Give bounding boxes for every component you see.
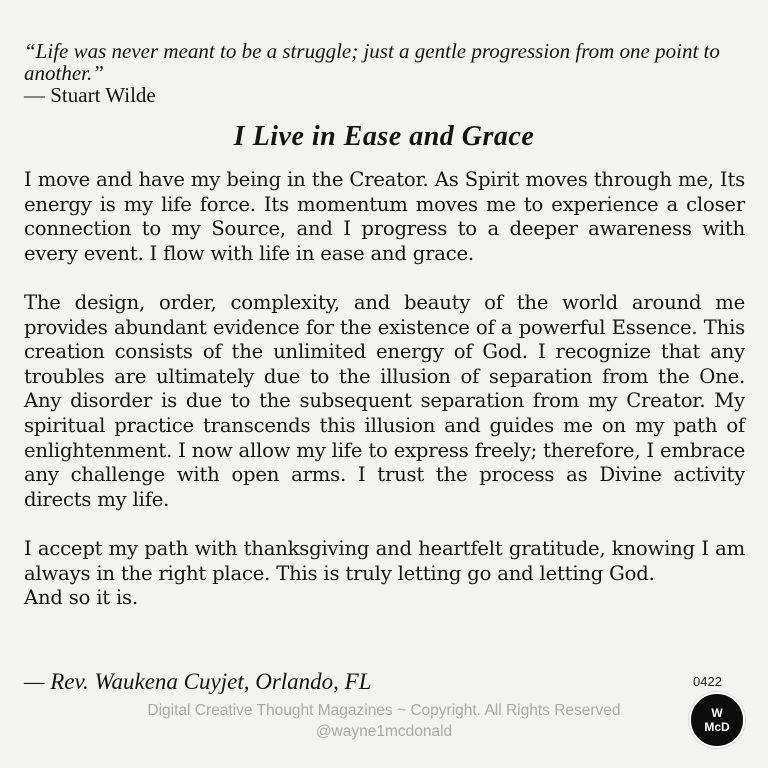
epigraph <box>24 40 744 106</box>
footer <box>0 700 768 742</box>
issue-code: 0422 <box>693 674 722 689</box>
wmcd-logo-mark <box>691 694 743 746</box>
wmcd-logo <box>689 692 745 748</box>
paragraph-2: The design, order, complexity, and beauty of the world around me provides abundant evidence for the existence of a powerful Essence. This creation consists of the unlimited energy of God. I recognize that any troubles are ultimately due to the illusion of separation from the One. Any disorder is due to the subsequent separation from my Creator. My spiritual practice transcends this illusion and guides me on my path of enlightenment. I now allow my life to express freely; therefore, I embrace any challenge with open arms. I trust the process as Divine activity directs my life. <box>24 290 745 511</box>
paragraph-1: I move and have my being in the Creator. As Spirit moves through me, Its energy is my life force. Its momentum moves me to experience a closer connection to my Source, and I progress to a deeper awareness with every event. I flow with life in ease and grace. <box>24 168 745 265</box>
epigraph-quote: “Life was never meant to be a struggle; just a gentle progression from one point to another.” <box>24 39 720 85</box>
social-handle: @wayne1mcdonald <box>315 723 453 740</box>
article-body <box>24 168 745 635</box>
closing-line: And so it is. <box>24 586 138 610</box>
copyright-notice: Digital Creative Thought Magazines ~ Copyright. All Rights Reserved <box>147 702 621 719</box>
epigraph-attribution: — Stuart Wilde <box>24 83 156 107</box>
paragraph-3: I accept my path with thanksgiving and heartfelt gratitude, knowing I am always in the right place. This is truly letting go and letting God. <box>24 536 745 585</box>
author-credit: — Rev. Waukena Cuyjet, Orlando, FL <box>24 669 372 694</box>
page-title: I Live in Ease and Grace <box>233 121 535 152</box>
logo-line-2: McD <box>704 720 730 734</box>
logo-line-1: W <box>711 706 723 720</box>
